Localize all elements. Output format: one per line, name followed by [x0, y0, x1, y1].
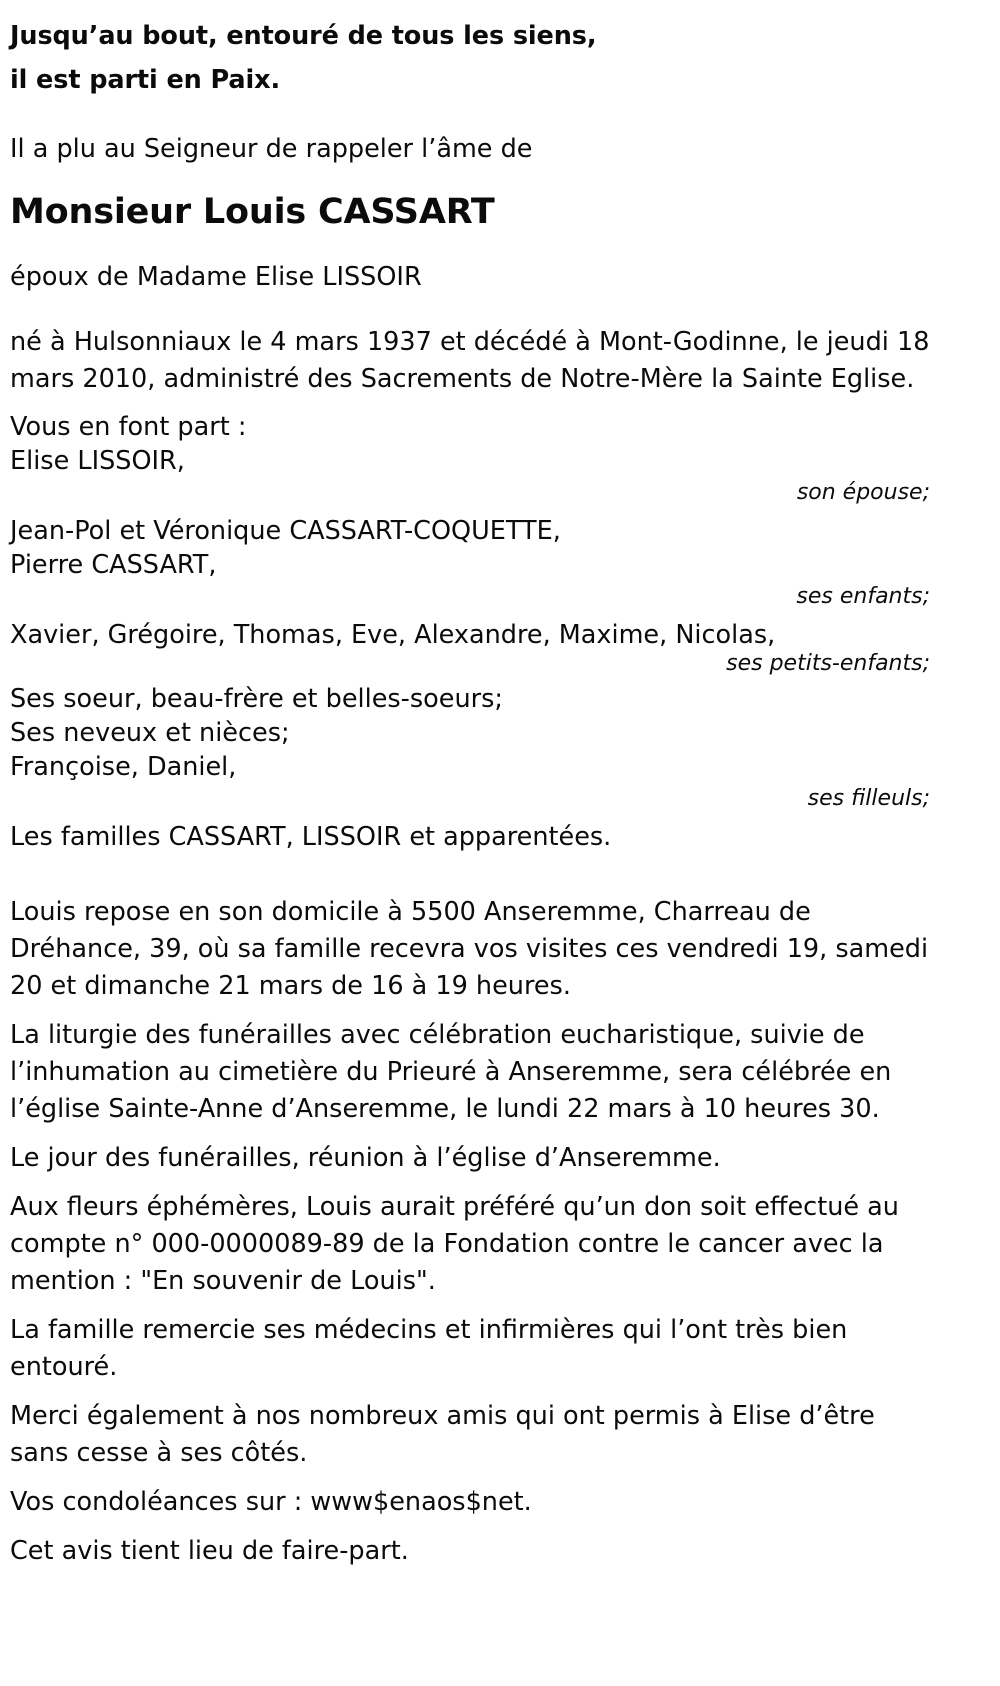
lede-line-1: Jusqu’au bout, entouré de tous les siens, — [10, 21, 597, 51]
kin-name: Ses soeur, beau-frère et belles-soeurs; — [10, 684, 503, 714]
spacer-p5 — [10, 1386, 930, 1398]
kin-name: Elise LISSOIR, — [10, 446, 185, 476]
kin-relation: ses petits-enfants; — [726, 651, 930, 676]
kin-group — [10, 618, 930, 676]
spacer-p4 — [10, 1300, 930, 1312]
liturgy-paragraph: La liturgie des funérailles avec célébration eucharistique, suivie de l’inhumation au cimetière du Prieuré à Anseremme, sera célébrée en l’église Sainte-Anne d’Anseremme, le lundi 22 mars à 10 heures 30. — [10, 1020, 892, 1124]
spacer-p3 — [10, 1177, 930, 1189]
thanks-medical-paragraph: La famille remercie ses médecins et infirmières qui l’ont très bien entouré. — [10, 1315, 848, 1382]
faire-part-notice: Cet avis tient lieu de faire-part. — [10, 1536, 409, 1566]
spouse-line: époux de Madame Elise LISSOIR — [10, 262, 422, 292]
kin-relation: ses enfants; — [796, 584, 930, 609]
spacer-intro — [10, 166, 930, 190]
kin-relation: son épouse; — [796, 480, 930, 505]
gathering-paragraph: Le jour des funérailles, réunion à l’église d’Anseremme. — [10, 1143, 721, 1173]
spacer-p6 — [10, 1472, 930, 1484]
spacer-p7 — [10, 1521, 930, 1533]
condolences-paragraph: Vos condoléances sur : www$enaos$net. — [10, 1487, 532, 1517]
lede-line-2: il est parti en Paix. — [10, 65, 281, 95]
kin-name: Xavier, Grégoire, Thomas, Eve, Alexandre, Maxime, Nicolas, — [10, 620, 776, 650]
kin-name: Françoise, Daniel, — [10, 752, 237, 782]
kin-group — [10, 444, 930, 508]
arrangements-block — [10, 894, 930, 1570]
kin-group — [10, 750, 930, 814]
spacer-lede — [10, 102, 930, 132]
wake-paragraph: Louis repose en son domicile à 5500 Anseremme, Charreau de Dréhance, 39, où sa famille recevra vos visites ces vendredi 19, samedi 20 et dimanche 21 mars de 16 à 19 heures. — [10, 897, 929, 1001]
spacer-section — [10, 854, 930, 894]
spacer-p2 — [10, 1128, 930, 1140]
kin-name: Pierre CASSART, — [10, 550, 217, 580]
kin-group — [10, 682, 930, 750]
donations-paragraph: Aux fleurs éphémères, Louis aurait préféré qu’un don soit effectué au compte n° 000-0000089-89 de la Fondation contre le cancer avec la mention : "En souvenir de Louis". — [10, 1192, 899, 1296]
lede-block — [10, 14, 930, 102]
spacer-name — [10, 234, 930, 260]
birth-death-line: né à Hulsonniaux le 4 mars 1937 et décédé à Mont-Godinne, le jeudi 18 mars 2010, administré des Sacrements de Notre-Mère la Sainte Eglise. — [10, 327, 930, 394]
spacer-spouse — [10, 294, 930, 324]
intro-line: Il a plu au Seigneur de rappeler l’âme de — [10, 134, 533, 164]
deceased-name: Monsieur Louis CASSART — [10, 192, 495, 232]
announcers-block — [10, 410, 930, 854]
kin-name: Ses neveux et nièces; — [10, 718, 290, 748]
thanks-friends-paragraph: Merci également à nos nombreux amis qui ont permis à Elise d’être sans cesse à ses côtés. — [10, 1401, 875, 1468]
kin-relation: ses filleuls; — [807, 786, 930, 811]
kin-name: Jean-Pol et Véronique CASSART-COQUETTE, — [10, 516, 561, 546]
kin-group — [10, 514, 930, 612]
announcers-closing: Les familles CASSART, LISSOIR et apparentées. — [10, 822, 612, 852]
spacer-p1 — [10, 1005, 930, 1017]
spacer-birth — [10, 398, 930, 410]
announcers-heading: Vous en font part : — [10, 412, 247, 442]
